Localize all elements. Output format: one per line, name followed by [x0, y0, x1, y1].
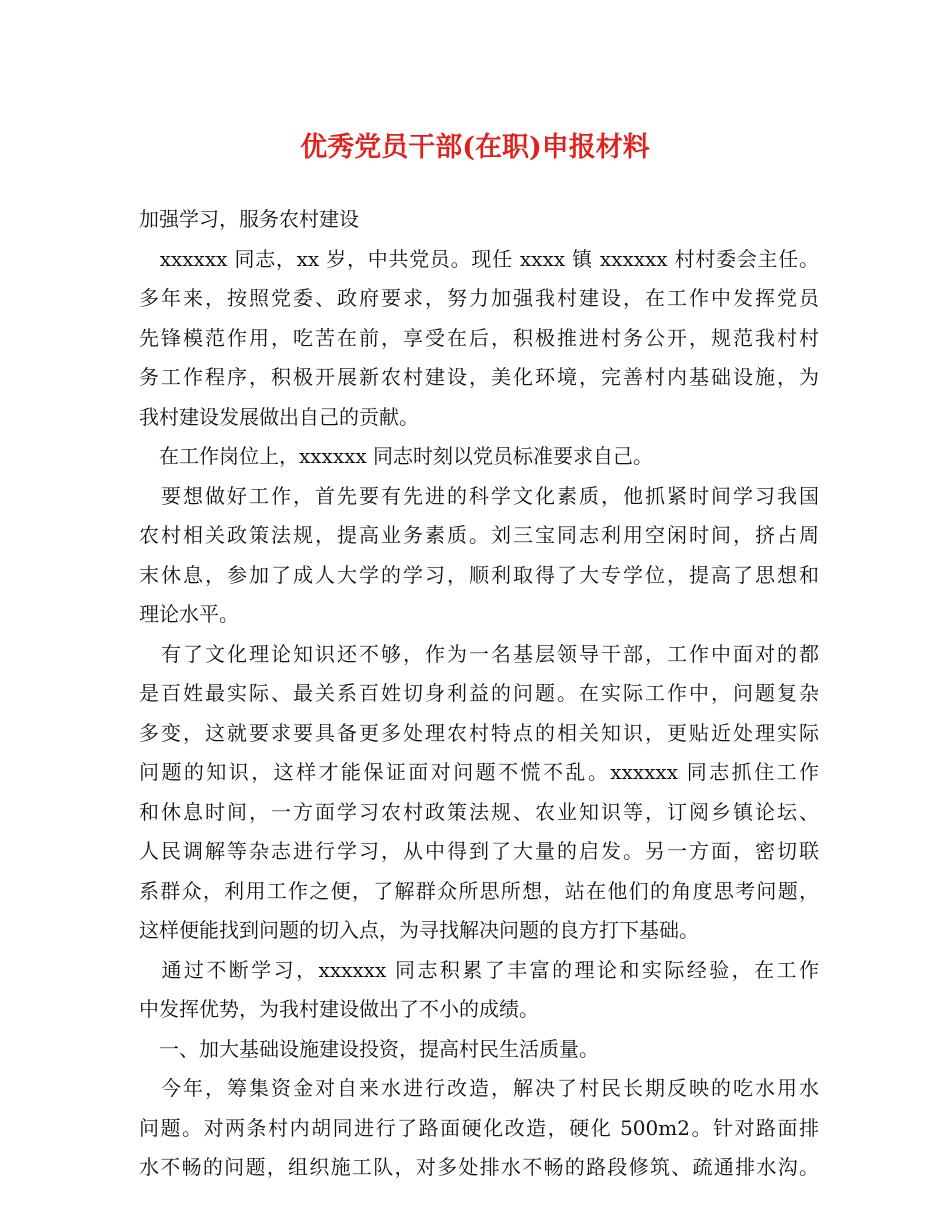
text-line: 在工作岗位上，xxxxxx 同志时刻以党员标准要求自己。 [139, 444, 654, 468]
text-line: 理论水平。 [139, 602, 239, 626]
text-line: 问题的知识，这样才能保证面对问题不慌不乱。xxxxxx 同志抓住工作 [139, 760, 819, 784]
text-line: 有了文化理论知识还不够，作为一名基层领导干部，工作中面对的都 [139, 641, 819, 666]
text-line: 农村相关政策法规，提高业务素质。刘三宝同志利用空闲时间，挤占周 [139, 523, 819, 547]
document-title: 优秀党员干部(在职)申报材料 [300, 132, 650, 163]
text-line: 先锋模范作用，吃苦在前，享受在后，积极推进村务公开，规范我村村 [139, 325, 819, 350]
text-line: 中发挥优势，为我村建设做出了不小的成绩。 [139, 997, 539, 1021]
section-heading: 一、加大基础设施建设投资，提高村民生活质量。 [139, 1036, 599, 1061]
text-line: 和休息时间，一方面学习农村政策法规、农业知识等，订阅乡镇论坛、 [139, 799, 819, 824]
text-line: 要想做好工作，首先要有先进的科学文化素质，他抓紧时间学习我国 [139, 483, 819, 508]
document-body [139, 200, 819, 1188]
text-line: 末休息，参加了成人大学的学习，顺利取得了大专学位，提高了思想和 [139, 562, 819, 587]
text-line: 今年，筹集资金对自来水进行改造，解决了村民长期反映的吃水用水 [139, 1076, 819, 1100]
section-heading: 加强学习，服务农村建设 [139, 207, 359, 231]
text-line: 这样便能找到问题的切入点，为寻找解决问题的良方打下基础。 [139, 918, 699, 942]
text-line: 多年来，按照党委、政府要求，努力加强我村建设，在工作中发挥党员 [139, 286, 819, 310]
text-line: 通过不断学习，xxxxxx 同志积累了丰富的理论和实际经验，在工作 [139, 957, 819, 982]
text-line: 系群众，利用工作之便，了解群众所思所想，站在他们的角度思考问题， [139, 878, 819, 903]
text-line: 水不畅的问题，组织施工队，对多处排水不畅的路段修筑、疏通排水沟。 [139, 1155, 819, 1179]
text-line: 多变，这就要求要具备更多处理农村特点的相关知识，更贴近处理实际 [139, 720, 819, 745]
text-line: xxxxxx 同志，xx 岁，中共党员。现任 xxxx 镇 xxxxxx 村村委会主任。 [139, 246, 819, 271]
text-line: 务工作程序，积极开展新农村建设，美化环境，完善村内基础设施，为 [139, 365, 819, 389]
text-line: 是百姓最实际、最关系百姓切身利益的问题。在实际工作中，问题复杂 [139, 681, 819, 705]
text-line: 问题。对两条村内胡同进行了路面硬化改造，硬化 500m2。针对路面排 [139, 1115, 819, 1140]
text-line: 我村建设发展做出自己的贡献。 [139, 404, 419, 429]
text-line: 人民调解等杂志进行学习，从中得到了大量的启发。另一方面，密切联 [139, 839, 819, 863]
